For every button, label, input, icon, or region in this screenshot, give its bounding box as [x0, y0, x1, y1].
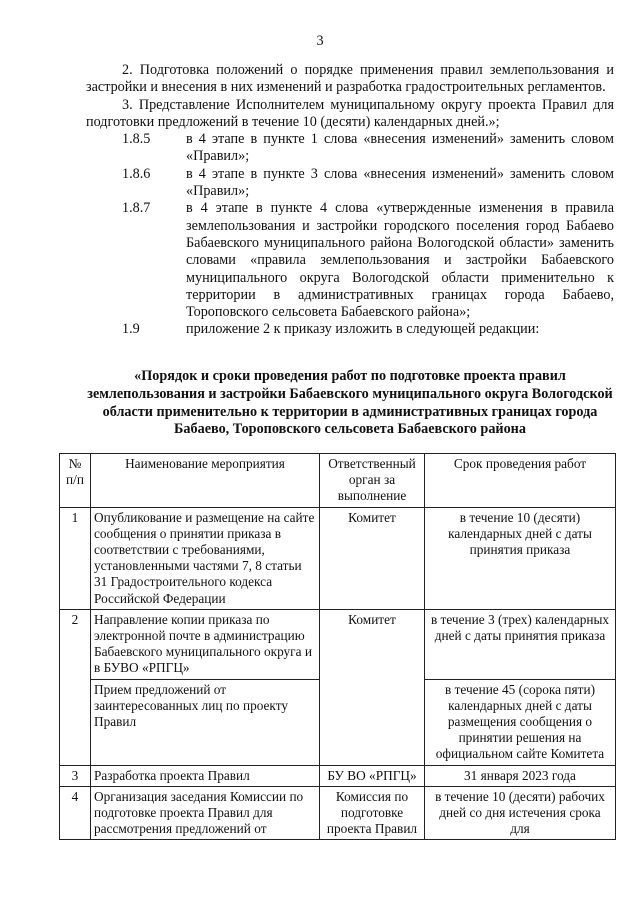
paragraph: 2. Подготовка положений о порядке применения правил землепользования и застройки и внесения в них изменений и разработка градостроительных регламентов. — [86, 62, 614, 96]
table-header-row — [60, 454, 616, 508]
table-row — [60, 765, 616, 786]
row-num: 2 — [60, 609, 91, 765]
item-number: 1.8.5 — [122, 131, 151, 148]
header-responsible: Ответственный орган за выполнение — [320, 454, 425, 508]
list-item — [86, 321, 614, 338]
row-num: 3 — [60, 765, 91, 786]
row-responsible: Комитет — [320, 609, 425, 765]
item-text: приложение 2 к приказу изложить в следующей редакции: — [186, 321, 540, 338]
paragraph: 3. Представление Исполнителем муниципальному округу проекта Правил для подготовки предложений в течение 10 (десяти) календарных дней.»; — [86, 96, 614, 130]
item-number: 1.8.6 — [122, 165, 151, 182]
header-name: Наименование мероприятия — [91, 454, 320, 508]
header-num: № п/п — [60, 454, 91, 508]
appendix-title: «Порядок и сроки проведения работ по подготовке проекта правил землепользования и застройки Бабаевского муниципального округа Вологодской области применительно к территории в административных границах города Бабаево, Тороповского сельсовета Бабаевского района — [87, 368, 613, 438]
list-item — [86, 131, 614, 166]
row-num: 4 — [60, 786, 91, 840]
item-number: 1.8.7 — [122, 200, 151, 217]
header-term: Срок проведения работ — [425, 454, 616, 508]
row-term: 31 января 2023 года — [425, 765, 616, 786]
row-responsible: БУ ВО «РПГЦ» — [320, 765, 425, 786]
document-body — [86, 62, 614, 339]
row-name: Организация заседания Комиссии по подготовке проекта Правил для рассмотрения предложений от — [91, 786, 320, 840]
table-row — [60, 786, 616, 840]
row-term: в течение 45 (сорока пяти) календарных дней с даты размещения сообщения о принятии решения на официальном сайте Комитета — [425, 679, 616, 765]
schedule-table — [59, 453, 616, 840]
row-term: в течение 3 (трех) календарных дней с даты принятия приказа — [425, 609, 616, 679]
row-term: в течение 10 (десяти) рабочих дней со дня истечения срока для — [425, 786, 616, 840]
row-responsible: Комиссия по подготовке проекта Правил — [320, 786, 425, 840]
table-row — [60, 609, 616, 679]
item-text: в 4 этапе в пункте 1 слова «внесения изменений» заменить словом «Правил»; — [186, 131, 614, 165]
row-name: Разработка проекта Правил — [91, 765, 320, 786]
row-name: Опубликование и размещение на сайте сообщения о принятии приказа в соответствии с требованиями, установленными частями 7, 8 статьи 31 Градостроительного кодекса Российской Федерации — [91, 507, 320, 609]
row-name: Направление копии приказа по электронной почте в администрацию Бабаевского муниципального округа и в БУВО «РПГЦ» — [91, 609, 320, 679]
item-text: в 4 этапе в пункте 3 слова «внесения изменений» заменить словом «Правил»; — [186, 165, 614, 200]
page-number: 3 — [316, 33, 324, 49]
row-name: Прием предложений от заинтересованных лиц по проекту Правил — [91, 679, 320, 765]
table-row — [60, 507, 616, 609]
item-text: в 4 этапе в пункте 4 слова «утвержденные изменения в правила землепользования и застройки городского поселения город Бабаево Бабаевского муниципального района Вологодской области» заменить словами «правила землепользования и застройки Бабаевского муниципального округа Вологодской области применительно к территории в административных границах города Бабаево, Тороповского сельсовета Бабаевского района»; — [186, 200, 614, 321]
row-responsible: Комитет — [320, 507, 425, 609]
list-item — [86, 200, 614, 321]
list-item — [86, 166, 614, 201]
item-number: 1.9 — [122, 321, 140, 338]
row-term: в течение 10 (десяти) календарных дней с даты принятия приказа — [425, 507, 616, 609]
row-num: 1 — [60, 507, 91, 609]
